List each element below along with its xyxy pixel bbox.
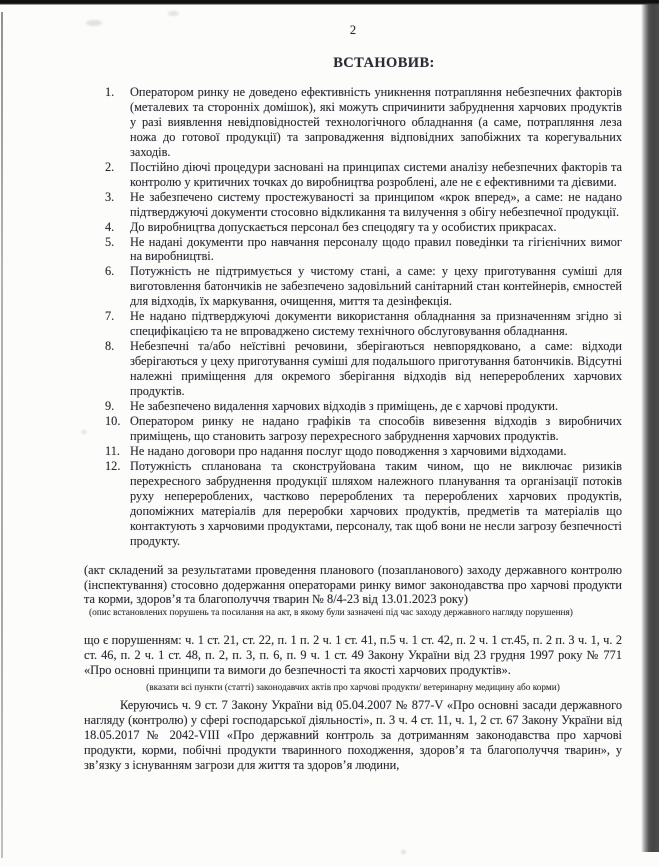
finding-text: Потужність спланована та сконструйована таким чином, що не виключає ризиків перехресного забруднення продукції шляхом належного планування та організації потоків руху неперероблених, частково перероблених та перероблених харчових продуктів, допоміжних матеріалів для переробки харчових продуктів, предметів та матеріалів що контактують з харчовими продуктами, персоналу, так щоб вони не несли загрозу безпечності продукту. [130,458,622,548]
page-number: 2 [349,23,357,37]
finding-number: 2. [105,159,115,174]
finding-text: Не надано договори про надання послуг щодо поводження з харчовими відходами. [130,443,567,458]
legal-basis-paragraph: Керуючись ч. 9 ст. 7 Закону України від 05.04.2007 № 877-V «Про основні засади державного нагляду (контролю) у сфері господарської діяльності», п. 3 ч. 4 ст. 11, ч. 1, 2 ст. 67 Закону України від 18.05.2017 № 2042-VIII «Про державний контроль за дотриманням законодавства про харчові продукти, корми, побічні продукти тваринного походження, здоров’я та благополуччя тварин», у зв’язку з існуванням загрози для життя та здоров’я людини, [84,698,622,773]
finding-text: Оператором ринку не надано графіків та способів вивезення відходів з виробничих приміщень, що становить загрозу перехресного забруднення харчових продуктів. [130,413,622,443]
finding-item [105,189,622,220]
scan-right-edge [641,3,659,852]
finding-text: Не забезпечено видалення харчових відходів з приміщень, де є харчові продукти. [130,399,559,414]
finding-number: 8. [105,339,115,354]
document-body [84,14,622,773]
finding-item [105,339,622,399]
finding-item [105,458,622,549]
finding-text: До виробництва допускається персонал без спецодягу та у особистих прикрасах. [130,219,557,234]
violations-paragraph: що є порушенням: ч. 1 ст. 21, ст. 22, п. 1 п. 2 ч. 1 ст. 41, п.5 ч. 1 ст. 42, п. 2 ч. 1 ст.45, п. 2 п. 3 ч. 1, ч. 2 ст. 46, п. 2 ч. 1 ст. 48, п. 2, п. 3, п. 6, п. 9 ч. 1 ст. 49 Закону України від 23 грудня 1997 року № 771 «Про основні принципи та вимоги до безпечності та якості харчових продуктів». [84,633,622,678]
finding-number: 4. [105,219,115,234]
finding-number: 7. [105,309,115,324]
violations-note: (вказати всі пункти (статті) законодавчих актів про харчові продукти/ ветеринарну медицину або корми) [146,683,560,694]
finding-number: 3. [105,189,115,204]
finding-item [105,85,622,160]
finding-item [105,234,622,265]
finding-text: Небезпечні та/або неїстівні речовини, зберігаються невпорядковано, а саме: відходи зберігаються у цеху приготування суміші для подальшого приготування батончиків. Відсутні належні приміщення для окремого зберігання відходів від неперероблених харчових продуктів. [130,339,622,399]
finding-item [105,399,622,414]
finding-item [105,309,622,339]
act-reference-note: (опис встановлених порушень та посилання на акт, в якому були зазначені під час заходу державного нагляду порушення) [89,608,573,619]
finding-number: 12. [105,458,121,473]
finding-item [105,219,622,235]
finding-text: Оператором ринку не доведено ефективність уникнення потрапляння небезпечних факторів (металевих та сторонніх домішок), які можуть спричинити забруднення харчових продуктів у разі виявлення невідповідностей технологічного обладнання (а саме, потрапляння леза ножа до готової продукції) та запровадження відповідних запобіжних та корегувальних заходів. [130,85,622,159]
finding-item [105,443,622,459]
scan-top-edge [0,0,659,5]
finding-number: 9. [105,399,115,414]
finding-item [105,264,622,309]
finding-number: 6. [105,264,115,279]
findings-list [84,85,622,549]
scan-left-edge [1,12,3,858]
scan-speck [168,11,179,16]
finding-text: Не надано підтверджуючі документи використання обладнання за призначенням згідно зі специфікацією та не впроваджено систему технічного обслуговування обладнання. [130,309,622,339]
finding-text: Не забезпечено систему простежуваності за принципом «крок вперед», а саме: не надано підтверджуючі документи стосовно відкликання та вилучення з обігу небезпечної продукції. [130,189,622,219]
finding-item [105,413,622,444]
finding-text: Постійно діючі процедури засновані на принципах системи аналізу небезпечних факторів та контролю у критичних точках до виробництва розроблені, але не є ефективними та дієвими. [130,159,622,189]
scan-speck [401,850,406,854]
finding-item [105,159,622,190]
finding-text: Потужність не підтримується у чистому стані, а саме: у цеху приготування суміші для виготовлення батончиків не забезпечено задовільний санітарний стан контейнерів, ємностей для відходів, їх маркування, очищення, миття та дезінфекція. [130,264,622,309]
scan-speck [86,20,102,26]
finding-number: 11. [105,443,120,458]
finding-number: 5. [105,234,115,249]
finding-number: 1. [105,85,115,99]
act-reference-paragraph: (акт складений за результатами проведення планового (позапланового) заходу державного контролю (інспектування) стосовно додержання операторами ринку вимог законодавства про харчові продукти та корми, здоров’я та благополуччя тварин № 8/4-23 від 13.01.2023 року) [84,562,622,607]
finding-number: 10. [105,413,121,428]
finding-text: Не надані документи про навчання персоналу щодо правил поведінки та гігієнічних вимог на виробництві. [130,234,622,264]
scan-speck [82,430,86,434]
document-heading: ВСТАНОВИВ: [333,55,435,71]
